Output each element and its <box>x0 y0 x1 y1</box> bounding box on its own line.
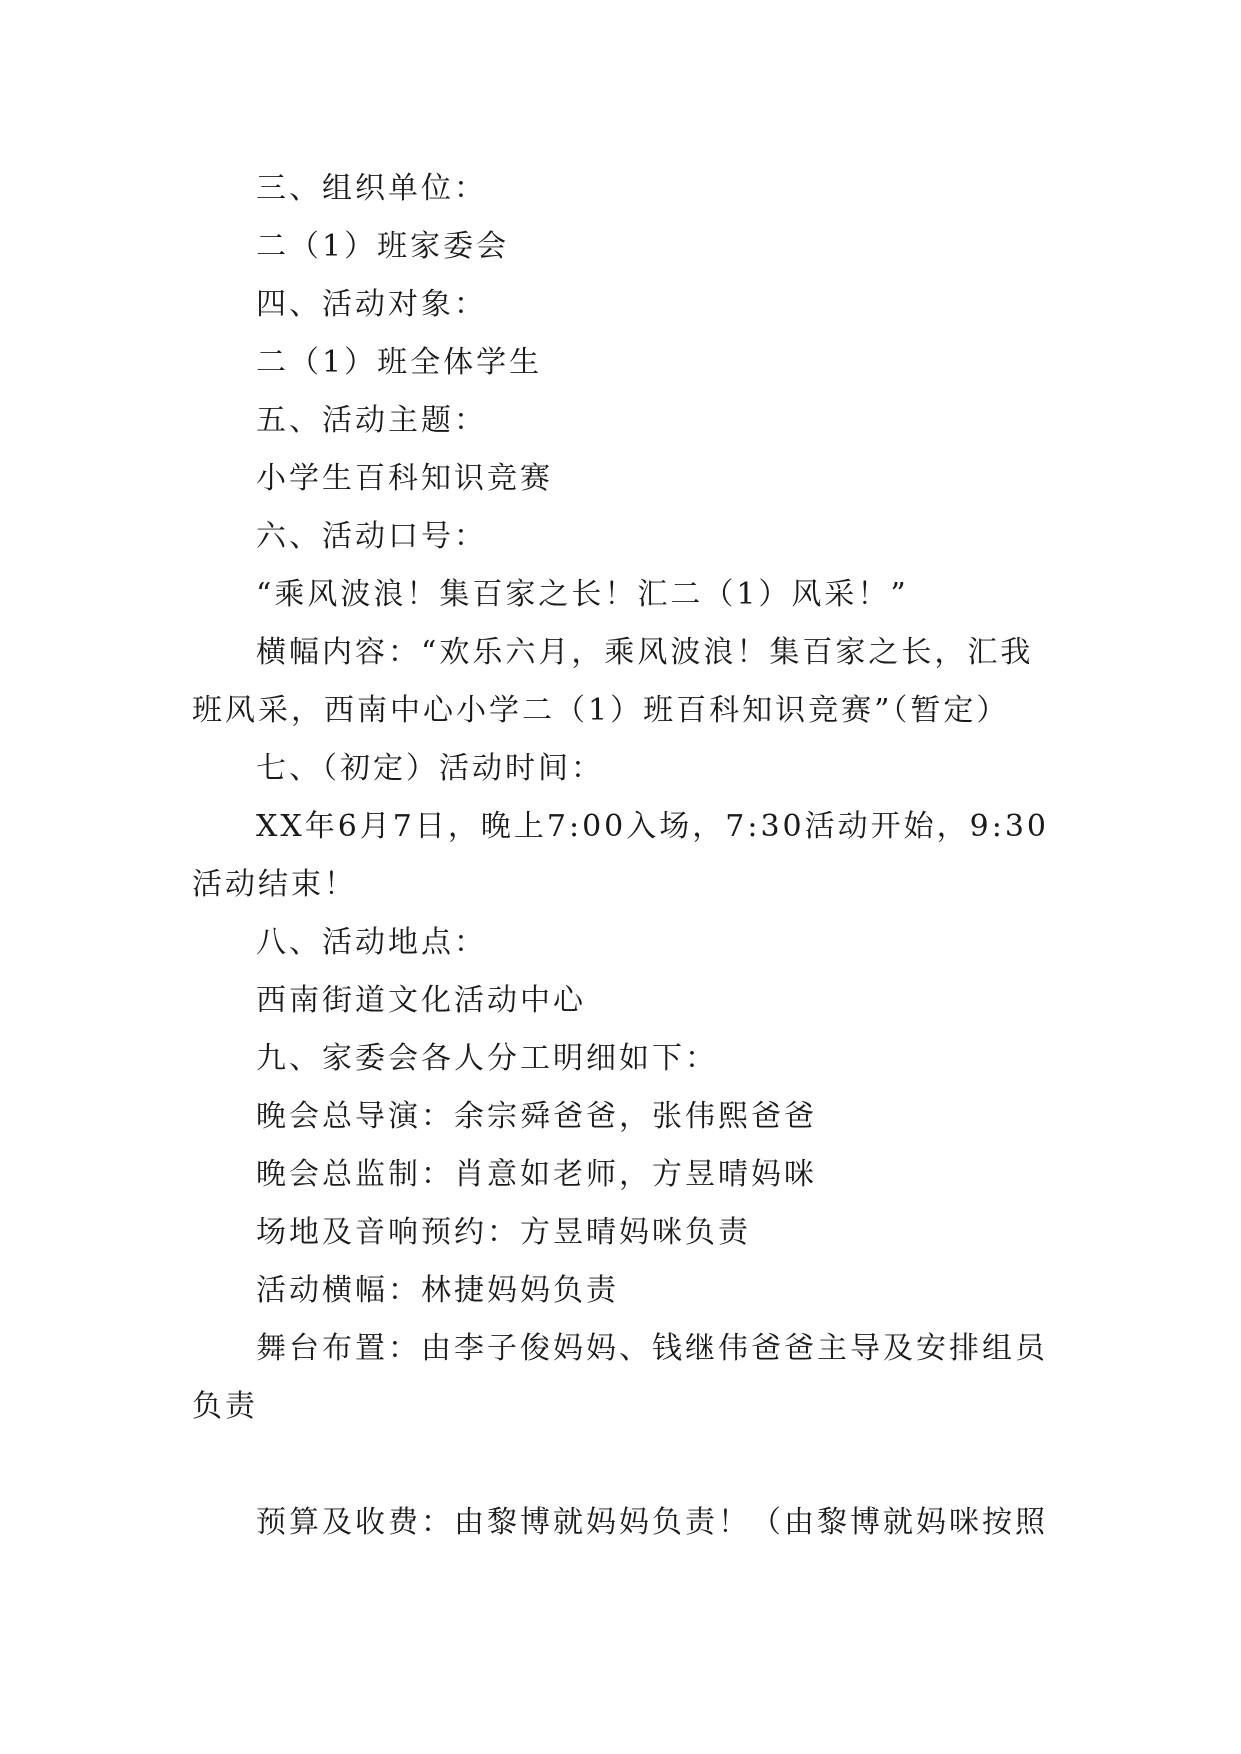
organizer-text: 二（1）班家委会 <box>256 229 510 264</box>
heading-location: 八、活动地点： <box>256 925 487 960</box>
supervisor-text: 晚会总监制：肖意如老师，方昱晴妈咪 <box>256 1157 817 1192</box>
heading-division-of-labor: 九、家委会各人分工明细如下： <box>256 1041 718 1076</box>
director-text: 晚会总导演：余宗舜爸爸，张伟熙爸爸 <box>256 1099 817 1134</box>
banner-text: 横幅内容：“欢乐六月，乘风波浪！集百家之长，汇我班风采，西南中心小学二（1）班百科知识竞赛”（暂定） <box>192 635 1034 728</box>
stage-setup-text: 舞台布置：由李子俊妈妈、钱继伟爸爸主导及安排组员负责 <box>192 1331 1048 1424</box>
heading-theme: 五、活动主题： <box>256 403 487 438</box>
theme-text: 小学生百科知识竞赛 <box>256 461 553 496</box>
document-body <box>192 160 1052 1552</box>
heading-slogan: 六、活动口号： <box>256 519 487 554</box>
blank-line <box>192 1436 1052 1494</box>
location-text: 西南街道文化活动中心 <box>256 983 586 1018</box>
budget-text: 预算及收费：由黎博就妈妈负责！（由黎博就妈咪按照 <box>256 1505 1048 1540</box>
participants-text: 二（1）班全体学生 <box>256 345 543 380</box>
heading-participants: 四、活动对象： <box>256 287 487 322</box>
venue-audio-text: 场地及音响预约：方昱晴妈咪负责 <box>256 1215 751 1250</box>
heading-organizer: 三、组织单位： <box>256 171 487 206</box>
slogan-text: “乘风波浪！集百家之长！汇二（1）风采！” <box>256 577 909 612</box>
heading-time: 七、（初定）活动时间： <box>256 751 604 786</box>
banner-duty-text: 活动横幅：林捷妈妈负责 <box>256 1273 619 1308</box>
time-text: XX年6月7日，晚上7:00入场，7:30活动开始，9:30活动结束！ <box>192 809 1049 902</box>
